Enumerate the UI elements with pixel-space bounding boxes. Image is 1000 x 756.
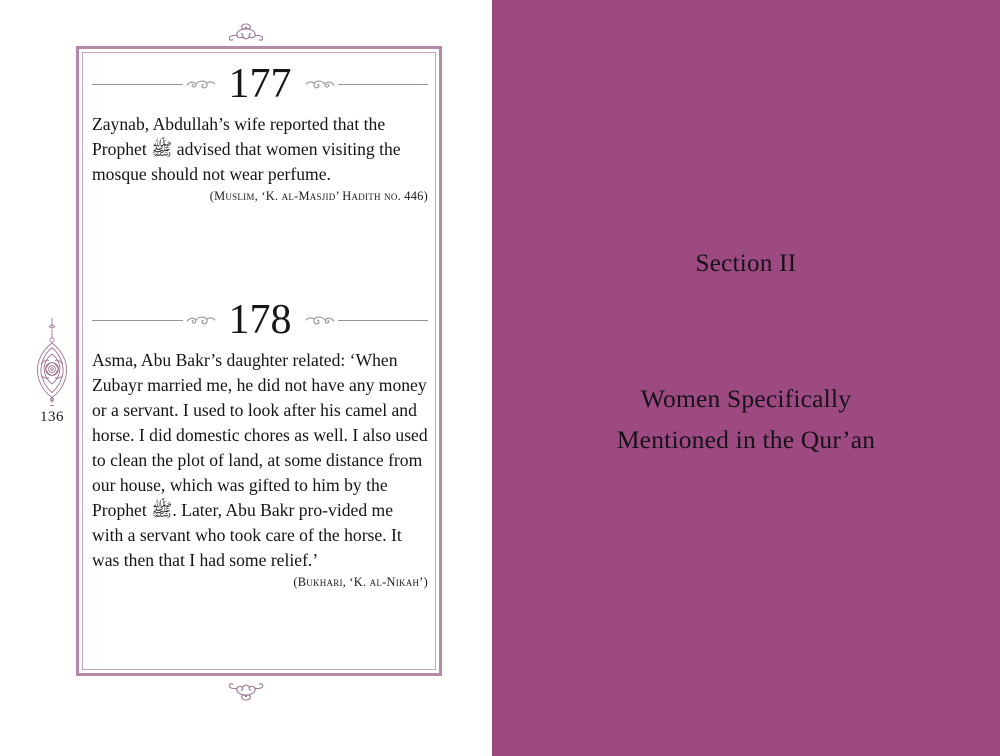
scroll-flourish-ornament-bottom [214,681,278,703]
divider-rule-left [92,320,183,321]
divider-rule-left [92,84,183,85]
hadith-entry-178 [92,292,428,590]
section-title-line-2: Mentioned in the Qur’an [616,425,876,455]
section-title [492,378,1000,461]
hadith-number: 177 [228,61,292,107]
hadith-number-heading-178 [92,292,428,348]
paisley-medallion-ornament [30,316,74,408]
left-page [0,0,492,756]
right-page-section-divider [492,0,1000,756]
double-spiral-swirl-right-icon [301,76,335,92]
hadith-entry-177 [92,56,428,204]
hadith-attribution: (Bukhari, ‘K. al-Nikah’) [293,574,428,589]
section-label: Section II [695,250,797,277]
double-spiral-swirl-left-icon [186,76,220,92]
hadith-number: 178 [228,297,292,343]
hadith-number-heading-177 [92,56,428,112]
double-spiral-swirl-right-icon [301,312,335,328]
hadith-attribution: (Muslim, ‘K. al-Masjid’ Hadith no. 446) [209,188,428,203]
divider-rule-right [338,84,429,85]
hadith-text: Zaynab, Abdullah’s wife reported that the Prophet ﷺ advised that women visiting the mosque should not wear perfume. [92,114,401,184]
divider-rule-right [338,320,429,321]
page-number: 136 [40,409,64,425]
scroll-flourish-ornament-top [214,21,278,43]
double-spiral-swirl-left-icon [186,312,220,328]
frame-content [92,56,428,668]
hadith-text: Asma, Abu Bakr’s daughter related: ‘When Zubayr married me, he did not have any money or a servant. I used to look after his camel and horse. I did domestic chores as well. I also used to clean the plot of land, at some distance from our house, which was gifted to him by the Prophet ﷺ. Later, Abu Bakr pro-vided me with a servant who took care of the horse. It was then that I had some relief.’ [92,350,428,570]
section-title-line-1: Women Specifically [640,384,852,413]
